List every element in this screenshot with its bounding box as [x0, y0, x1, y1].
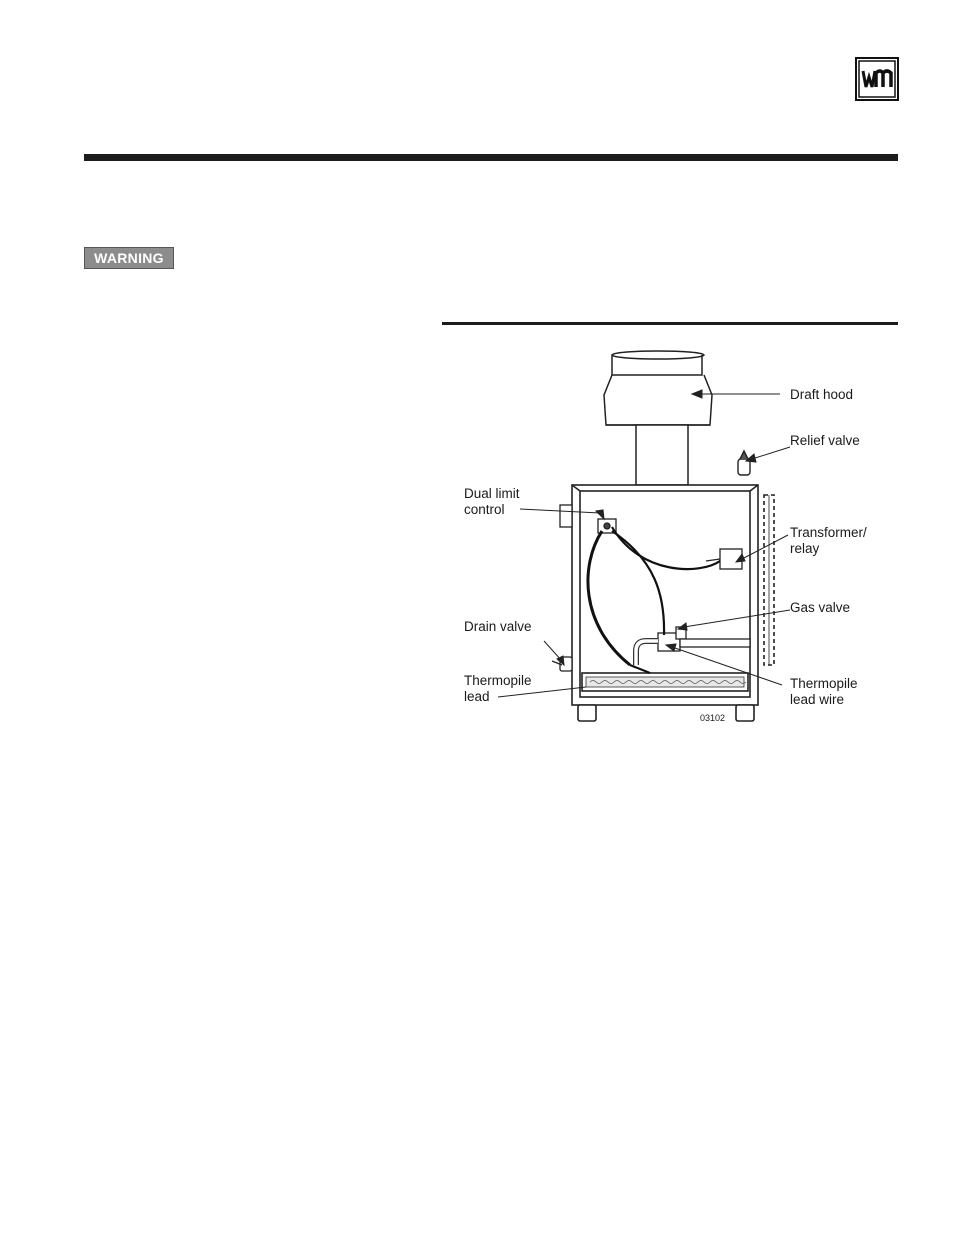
callout-thermopile-lead-line2: lead	[464, 689, 490, 704]
callout-transformer-line2: relay	[790, 541, 820, 556]
wm-logo-icon	[855, 57, 899, 101]
header-rule	[84, 154, 898, 161]
draft-hood-drawing	[604, 351, 712, 485]
callout-draft-hood: Draft hood	[790, 387, 854, 402]
warning-badge: WARNING	[84, 247, 174, 269]
callout-transformer-line1: Transformer/	[790, 525, 867, 540]
callout-dual-limit-line2: control	[464, 502, 505, 517]
callout-dual-limit-line1: Dual limit	[464, 486, 520, 501]
callout-thermopile-wire-line2: lead wire	[790, 692, 845, 707]
callout-thermopile-wire-line1: Thermopile	[790, 676, 858, 691]
boiler-illustration	[440, 335, 900, 735]
figure-number: 03102	[700, 713, 726, 723]
boiler-diagram	[440, 335, 900, 735]
brand-logo	[855, 57, 899, 101]
callout-relief-valve: Relief valve	[790, 433, 860, 448]
relief-valve-drawing	[738, 451, 750, 475]
figure-rule	[442, 322, 898, 325]
callout-drain-valve: Drain valve	[464, 619, 532, 634]
callout-gas-valve: Gas valve	[790, 600, 851, 615]
callout-thermopile-lead-line1: Thermopile	[464, 673, 532, 688]
